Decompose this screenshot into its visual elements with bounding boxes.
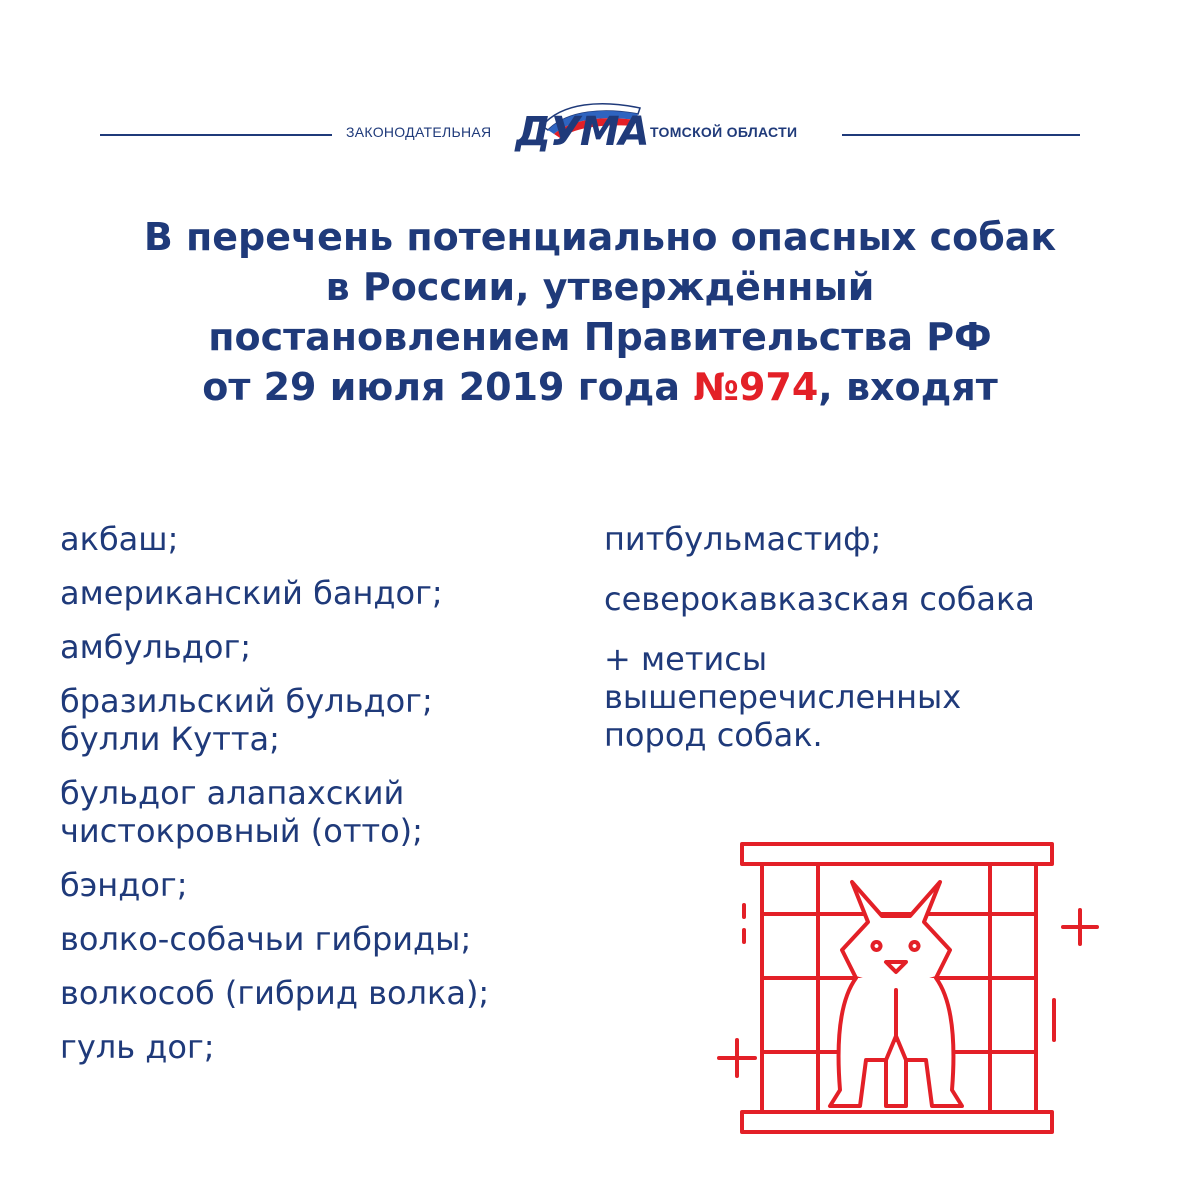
list-item: бразильский бульдог;	[60, 682, 433, 720]
decree-number: №974	[693, 365, 819, 409]
list-item: акбаш;	[60, 520, 179, 558]
list-item: гуль дог;	[60, 1028, 215, 1066]
list-item: волко-собачьи гибриды;	[60, 920, 472, 958]
list-item: американский бандог;	[60, 574, 443, 612]
title-line-4-start: от 29 июля 2019 года	[202, 365, 694, 409]
title-line-1: В перечень потенциально опасных собак	[143, 215, 1057, 259]
dog-in-cage-icon	[700, 830, 1120, 1150]
title-line-2: в России, утверждённый	[325, 265, 875, 309]
list-item: чистокровный (отто);	[60, 812, 423, 850]
breed-list-right	[604, 520, 1164, 754]
duma-logo	[512, 100, 652, 162]
title-line-4-end: , входят	[818, 365, 998, 409]
list-item: питбульмастиф;	[604, 520, 882, 558]
list-item: бульдог алапахский	[60, 774, 405, 812]
breed-list-left	[60, 520, 600, 1066]
header-right-text: ТОМСКОЙ ОБЛАСТИ	[650, 124, 798, 140]
dog-in-cage-illustration	[700, 830, 1120, 1150]
header-left-text: ЗАКОНОДАТЕЛЬНАЯ	[346, 124, 492, 140]
list-item: амбульдог;	[60, 628, 252, 666]
list-item: + метисы	[604, 640, 768, 678]
header-divider-left	[100, 134, 332, 136]
list-item: вышеперечисленных	[604, 678, 962, 716]
list-item: северокавказская собака	[604, 580, 1035, 618]
title-line-4	[40, 362, 1160, 412]
list-item: булли Кутта;	[60, 720, 280, 758]
list-item: бэндог;	[60, 866, 188, 904]
list-item: волкособ (гибрид волка);	[60, 974, 490, 1012]
title-line-3: постановлением Правительства РФ	[208, 315, 992, 359]
page-title	[40, 212, 1160, 412]
header-divider-right	[842, 134, 1080, 136]
logo-wordmark: ДУМА	[515, 109, 649, 155]
header	[100, 100, 1080, 170]
list-item: пород собак.	[604, 716, 823, 754]
